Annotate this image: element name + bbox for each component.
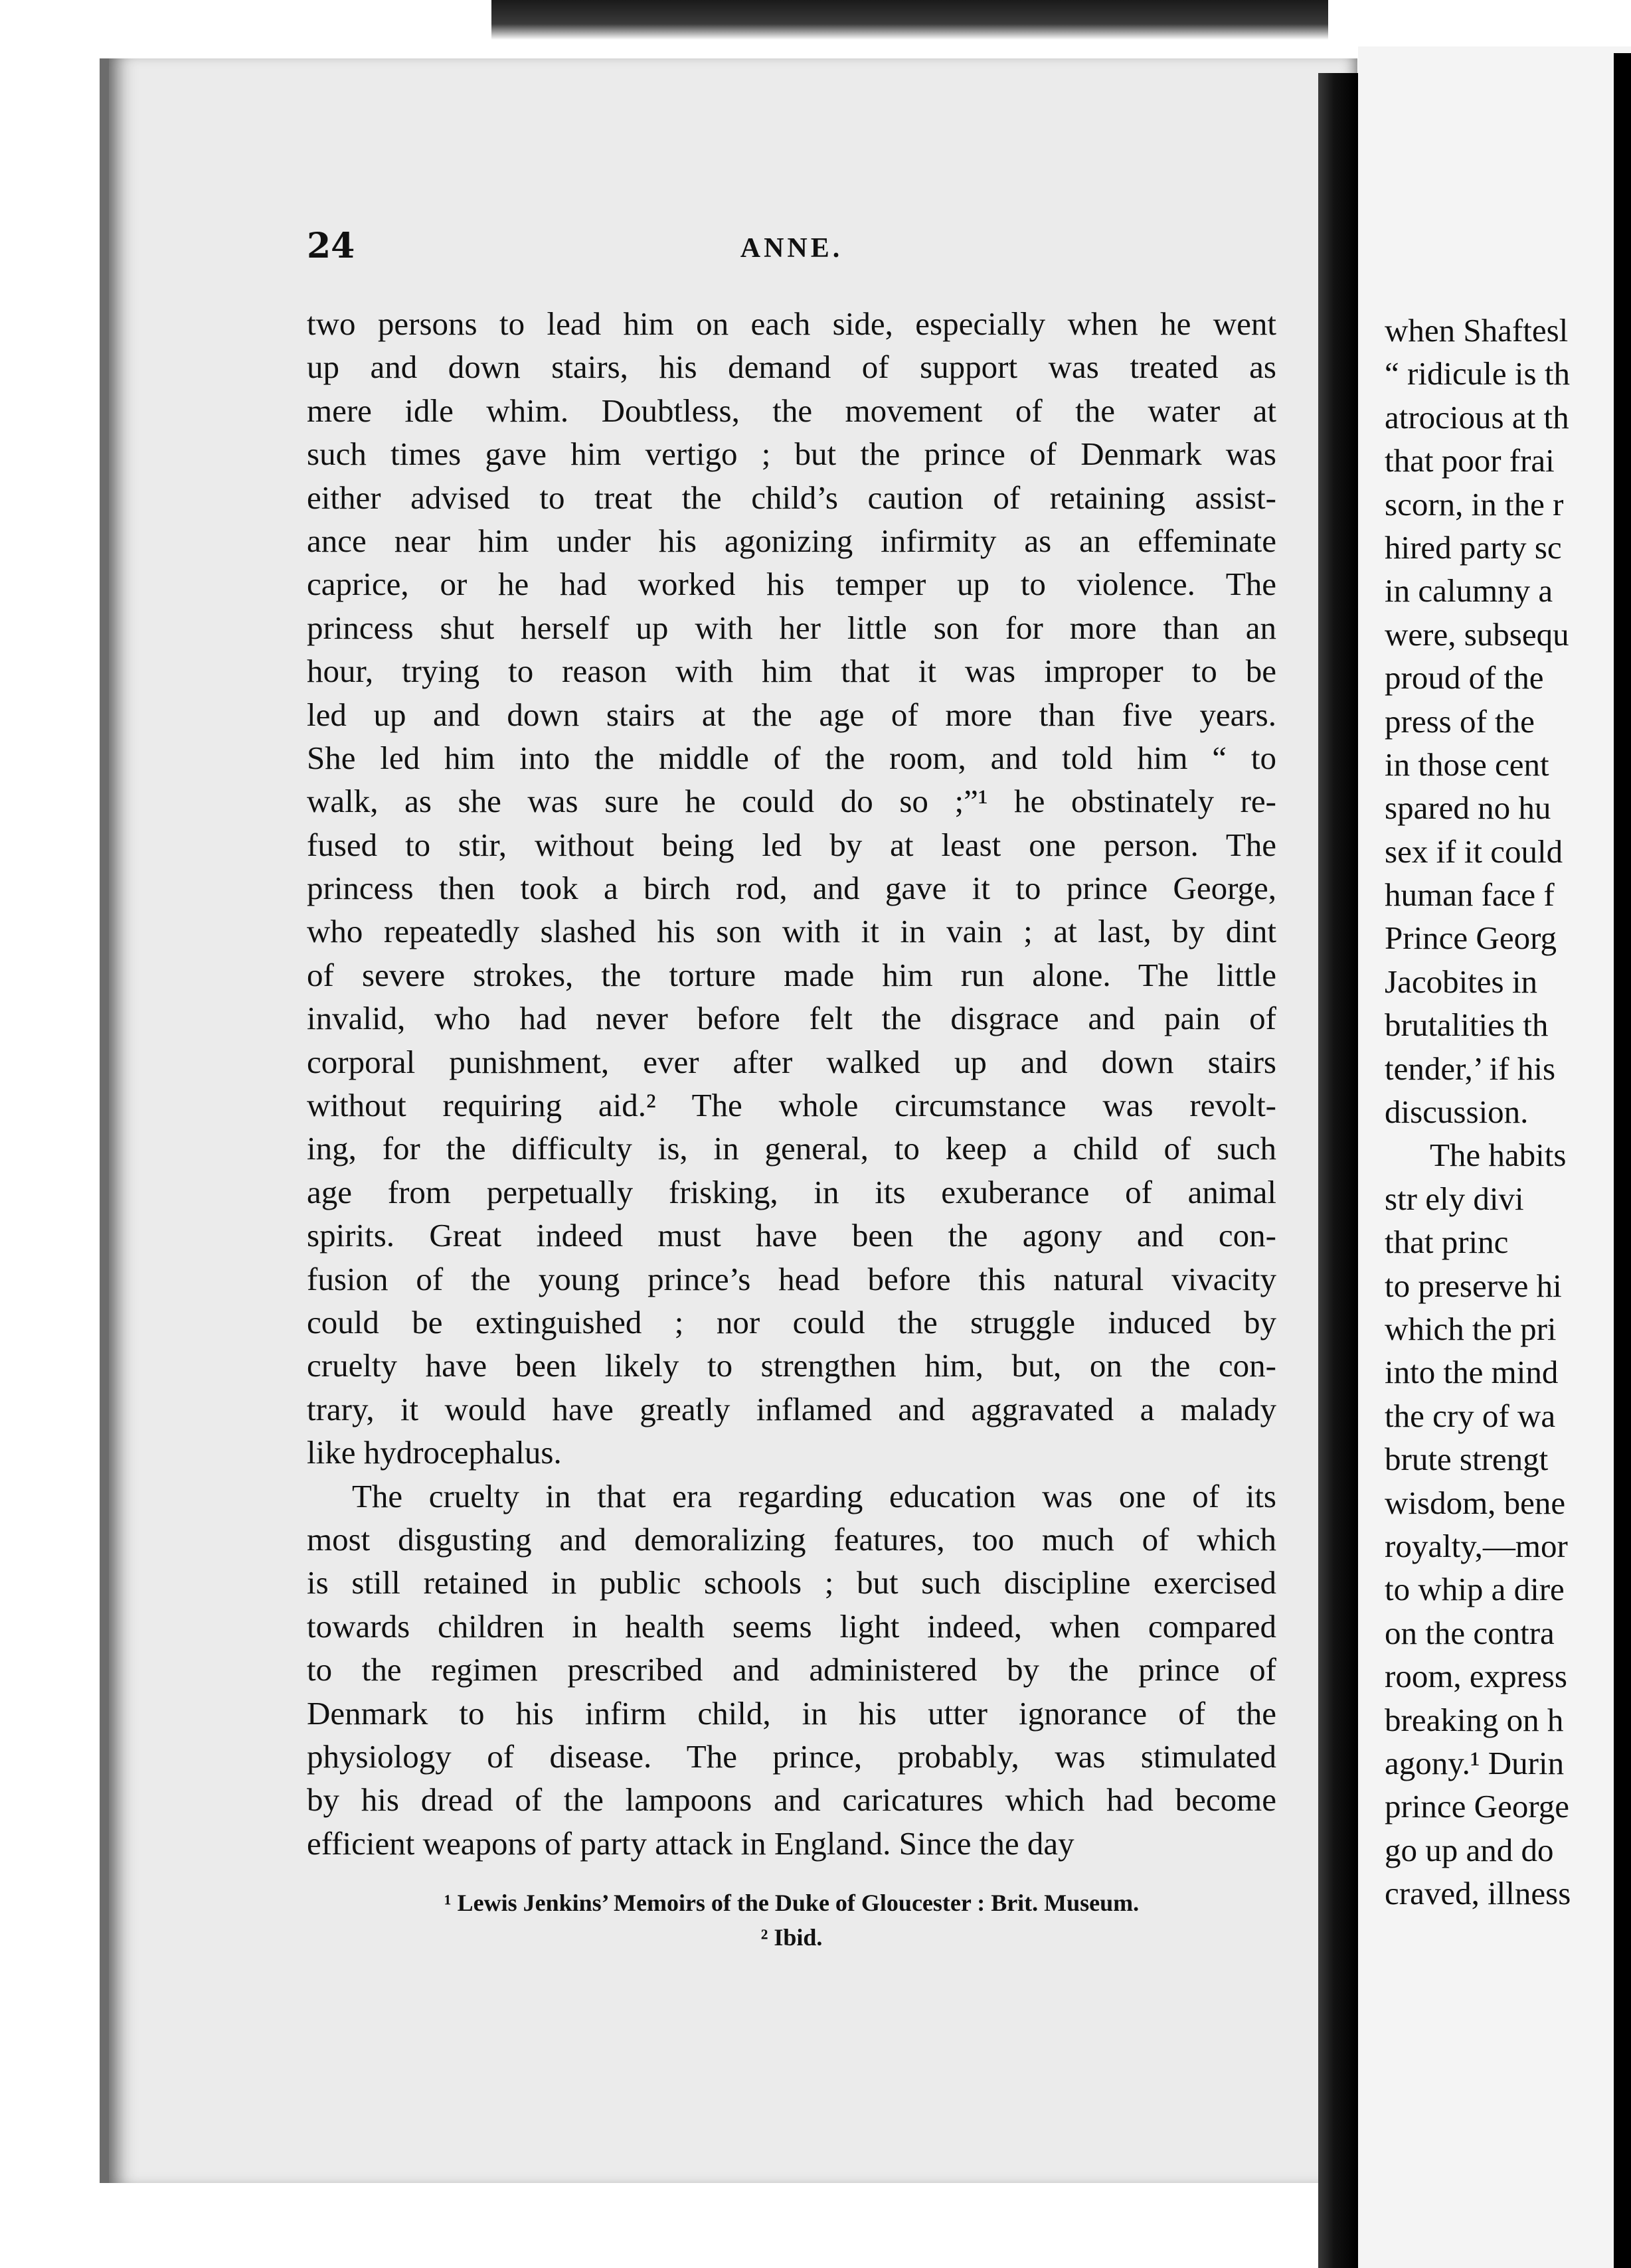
footnote: ² Ibid. (760, 1924, 823, 1951)
scanner-top-shadow (491, 0, 1328, 40)
text-line: She led him into the middle of the room, and told him “ to (307, 739, 1276, 776)
text-line: by his dread of the lampoons and caricatures which had become (307, 1781, 1276, 1819)
text-line: corporal punishment, ever after walked up and down stairs (307, 1043, 1276, 1080)
text-line: mere idle whim. Doubtless, the movement of the water at (307, 392, 1276, 429)
text-line: invalid, who had never before felt the disgrace and pain of (307, 1000, 1276, 1037)
facing-page-line: str ely divi (1385, 1180, 1524, 1217)
text-line: ing, for the difficulty is, in general, to keep a child of such (307, 1130, 1276, 1167)
body-text (307, 302, 1276, 1865)
facing-page-line: were, subsequ (1385, 615, 1569, 653)
facing-page-line: agony.¹ Durin (1385, 1744, 1565, 1781)
text-line: Denmark to his infirm child, in his utter ignorance of the (307, 1694, 1276, 1732)
text-line: hour, trying to reason with him that it was improper to be (307, 653, 1276, 690)
facing-page-line: proud of the (1385, 659, 1544, 696)
text-line: The cruelty in that era regarding education was one of its (352, 1477, 1276, 1514)
facing-page-line: craved, illness (1385, 1875, 1571, 1912)
page-header (307, 226, 1276, 272)
running-title: ANNE. (740, 233, 843, 264)
facing-page-line: tender,’ if his (1385, 1050, 1556, 1087)
facing-page-line: “ ridicule is th (1385, 355, 1570, 392)
text-line: walk, as she was sure he could do so ;”¹ he obstinately re- (307, 783, 1276, 820)
facing-page-line: on the contra (1385, 1614, 1555, 1651)
footnotes (307, 1886, 1276, 1955)
facing-page-line: brute strengt (1385, 1441, 1549, 1478)
facing-page-line: Jacobites in (1385, 963, 1537, 1000)
facing-page-line: atrocious at th (1385, 398, 1569, 436)
facing-page-line: spared no hu (1385, 789, 1551, 827)
text-line: to the regimen prescribed and administered by the prince of (307, 1651, 1276, 1688)
facing-page-line: the cry of wa (1385, 1397, 1556, 1434)
facing-page-line: Prince Georg (1385, 920, 1557, 957)
footnote: ¹ Lewis Jenkins’ Memoirs of the Duke of Gloucester : Brit. Museum. (444, 1890, 1140, 1916)
text-line: princess then took a birch rod, and gave it to prince George, (307, 870, 1276, 907)
facing-page-line: hired party sc (1385, 528, 1562, 566)
text-line: fused to stir, without being led by at least one person. The (307, 826, 1276, 863)
text-line: efficient weapons of party attack in England. Since the day (307, 1824, 1074, 1862)
text-line: spirits. Great indeed must have been the agony and con- (307, 1217, 1276, 1254)
text-line: towards children in health seems light indeed, when compared (307, 1607, 1276, 1645)
facing-page-line: brutalities th (1385, 1007, 1549, 1044)
facing-page-line: that poor frai (1385, 442, 1555, 479)
text-line: caprice, or he had worked his temper up to violence. The (307, 566, 1276, 603)
facing-page-line: human face f (1385, 876, 1555, 914)
text-line: like hydrocephalus. (307, 1434, 562, 1471)
facing-page-line: to preserve hi (1385, 1267, 1562, 1304)
facing-page-line: in those cent (1385, 746, 1549, 783)
facing-page-line: when Shaftesl (1385, 312, 1569, 349)
facing-page-line: scorn, in the r (1385, 485, 1564, 523)
text-line: such times gave him vertigo ; but the prince of Denmark was (307, 436, 1276, 473)
facing-page-line: sex if it could (1385, 833, 1563, 870)
text-line: could be extinguished ; nor could the struggle induced by (307, 1303, 1276, 1340)
text-line: most disgusting and demoralizing features, too much of which (307, 1520, 1276, 1558)
facing-page-line: to whip a dire (1385, 1571, 1565, 1608)
facing-page-line: which the pri (1385, 1310, 1557, 1347)
text-line: up and down stairs, his demand of support was treated as (307, 349, 1276, 386)
book-gutter (1318, 73, 1358, 2268)
facing-page-line: in calumny a (1385, 572, 1553, 609)
text-line: of severe strokes, the torture made him run alone. The little (307, 956, 1276, 993)
text-line: ance near him under his agonizing infirmity as an effeminate (307, 522, 1276, 559)
facing-page-text (1385, 309, 1631, 1915)
facing-page-line: prince George (1385, 1788, 1569, 1825)
facing-page-line: room, express (1385, 1658, 1567, 1695)
text-line: trary, it would have greatly inflamed and aggravated a malady (307, 1390, 1276, 1427)
facing-page-line: that princ (1385, 1224, 1509, 1261)
text-line: who repeatedly slashed his son with it in vain ; at last, by dint (307, 913, 1276, 950)
facing-page-line: The habits (1430, 1137, 1567, 1174)
facing-page-line: go up and do (1385, 1831, 1554, 1868)
text-line: without requiring aid.² The whole circumstance was revolt- (307, 1087, 1276, 1124)
text-line: fusion of the young prince’s head before this natural vivacity (307, 1260, 1276, 1297)
text-line: two persons to lead him on each side, especially when he went (307, 305, 1276, 342)
text-line: cruelty have been likely to strengthen him, but, on the con- (307, 1347, 1276, 1384)
scan-margin (0, 0, 100, 2268)
facing-page-line: into the mind (1385, 1354, 1559, 1391)
facing-page-line: royalty,—mor (1385, 1527, 1568, 1564)
text-line: princess shut herself up with her little son for more than an (307, 609, 1276, 646)
text-line: age from perpetually frisking, in its exuberance of animal (307, 1173, 1276, 1210)
facing-page-line: wisdom, bene (1385, 1484, 1566, 1521)
text-line: led up and down stairs at the age of more than five years. (307, 696, 1276, 733)
page-number: 24 (307, 226, 355, 266)
text-line: either advised to treat the child’s caution of retaining assist- (307, 479, 1276, 516)
facing-page-line: breaking on h (1385, 1701, 1564, 1738)
facing-page-line: discussion. (1385, 1094, 1529, 1131)
text-line: physiology of disease. The prince, probably, was stimulated (307, 1738, 1276, 1775)
facing-page-line: press of the (1385, 702, 1535, 740)
text-line: is still retained in public schools ; but such discipline exercised (307, 1564, 1276, 1601)
